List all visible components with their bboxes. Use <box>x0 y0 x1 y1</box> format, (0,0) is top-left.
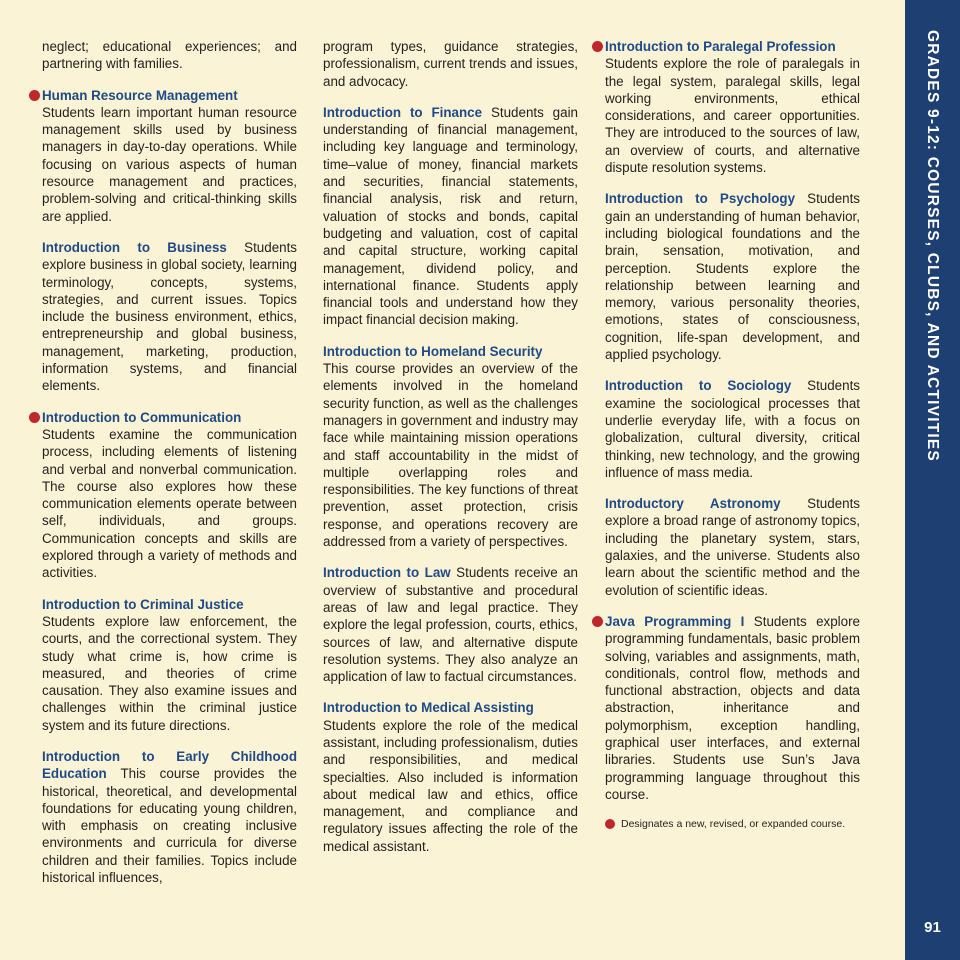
course-title: Introductory Astronomy <box>605 496 781 512</box>
course-entry: Introduction to Law Students receive an overview of substantive and procedural areas of law and legal practice. They explore the legal profession, courts, ethics, sources of law, and alternative dispute resolution systems. They also analyze an application of law to factual circumstances. <box>323 565 578 685</box>
new-course-marker-icon <box>592 41 603 52</box>
course-entry: Human Resource Management Students learn important human resource management skills used by business managers in day-to-day operations. While focusing on various aspects of human resource management and practices, problem-solving and critical-thinking skills are applied. <box>42 87 297 225</box>
course-title: Human Resource Management <box>42 87 238 103</box>
course-entry: Introduction to Sociology Students examine the sociological processes that underlie everyday life, with a focus on globalization, cultural diversity, critical thinking, new technology, and the growing influence of mass media. <box>605 378 860 480</box>
new-course-marker-icon <box>29 90 40 101</box>
course-entry: Introduction to Early Childhood Education This course provides the historical, theoretical, and developmental foundations for educating young children, with emphasis on creating inclusive environments and curricula for diverse children and their families. Topics include historical influences, <box>42 748 297 886</box>
new-course-marker-icon <box>29 412 40 423</box>
course-entry: Introduction to Medical Assisting Students explore the role of the medical assistant, including professionalism, duties and responsibilities, and medical specialties. Also included is information about medical law and ethics, office management, and compliance and regulatory issues affecting the role of the medical assistant. <box>323 700 578 854</box>
course-title: Introduction to Paralegal Profession <box>605 39 836 54</box>
course-entry: Introduction to Homeland Security This course provides an overview of the elements involved in the homeland security function, as well as the challenges managers in government and industry may face while maintaining mission operations and staff accountability in the midst of multiple overlapping roles and responsibilities. The key functions of threat prevention, asset protection, crisis response, and operations recovery are addressed from a variety of perspectives. <box>323 343 578 550</box>
course-title: Introduction to Psychology <box>605 191 796 207</box>
page-number: 91 <box>924 919 941 936</box>
course-title: Introduction to Sociology <box>605 378 792 394</box>
course-title: Introduction to Early Childhood Education <box>42 748 297 782</box>
column-2 <box>323 38 578 869</box>
course-entry: neglect; educational experiences; and partnering with families. <box>42 39 297 72</box>
course-entry: Introduction to Psychology Students gain an understanding of human behavior, including biological foundations and the brain, sensation, motivation, and perception. Students explore the relationship between learning and memory, various personality theories, emotions, states of consciousness, cognition, life-span development, and applied psychology. <box>605 191 860 363</box>
course-entry: Java Programming I Students explore programming fundamentals, basic problem solving, variables and assignments, math, conditionals, control flow, methods and functional abstraction, objects and data abstraction, inheritance and polymorphism, exception handling, graphical user interfaces, and external libraries. Students use Sun’s Java programming language throughout this course. <box>605 613 860 803</box>
new-course-marker-icon <box>592 616 603 627</box>
new-course-marker-icon <box>605 819 615 829</box>
course-title: Java Programming I <box>605 613 745 629</box>
course-title: Introduction to Homeland Security <box>323 343 543 359</box>
course-entry: Introduction to Paralegal Profession Students explore the role of paralegals in the legal system, paralegal skills, legal working environments, ethical considerations, and career opportunities. They are introduced to the sources of law, an overview of courts, and alternative dispute resolution systems. <box>605 38 860 176</box>
course-entry: Introductory Astronomy Students explore a broad range of astronomy topics, including the planetary system, stars, galaxies, and the universe. Students also learn about the scientific method and the evolution of scientific ideas. <box>605 496 860 598</box>
course-title: Introduction to Medical Assisting <box>323 700 534 716</box>
course-title: Introduction to Law <box>323 565 451 581</box>
course-entry: Introduction to Finance Students gain understanding of financial management, including key language and terminology, time–value of money, financial markets and securities, financial statements, financial analysis, risk and return, valuation of stocks and bonds, capital budgeting and valuation, cost of capital and capital structure, working capital management, dividend policy, and international finance. Students apply financial tools and understand how they impact financial decision making. <box>323 104 578 328</box>
course-entry: program types, guidance strategies, professionalism, current trends and issues, and advocacy. <box>323 39 578 89</box>
column-3 <box>605 38 860 831</box>
course-title: Introduction to Finance <box>323 104 483 120</box>
course-entry: Introduction to Criminal Justice Students explore law enforcement, the courts, and the correctional system. They study what crime is, how crime is measured, and theories of crime causation. They also examine issues and challenges within the criminal justice system and its future directions. <box>42 596 297 733</box>
course-title: Introduction to Communication <box>42 409 242 425</box>
sidebar <box>905 0 960 960</box>
legend: Designates a new, revised, or expanded course. <box>605 817 860 831</box>
column-1 <box>42 38 297 900</box>
course-entry: Introduction to Business Students explore business in global society, learning terminology, concepts, systems, strategies, and current issues. Topics include the business environment, ethics, entrepreneurship and global business, management, marketing, production, information systems, and financial elements. <box>42 239 298 394</box>
course-entry: Introduction to Communication Students examine the communication process, including elements of listening and verbal and nonverbal communication. The course also explores how these communication elements operate between self, individuals, and groups. Communication concepts and skills are explored through a variety of methods and activities. <box>42 409 297 582</box>
course-title: Introduction to Criminal Justice <box>42 596 244 612</box>
section-title: GRADES 9-12: COURSES, CLUBS, AND ACTIVITIES <box>924 30 941 462</box>
course-title: Introduction to Business <box>42 239 227 255</box>
